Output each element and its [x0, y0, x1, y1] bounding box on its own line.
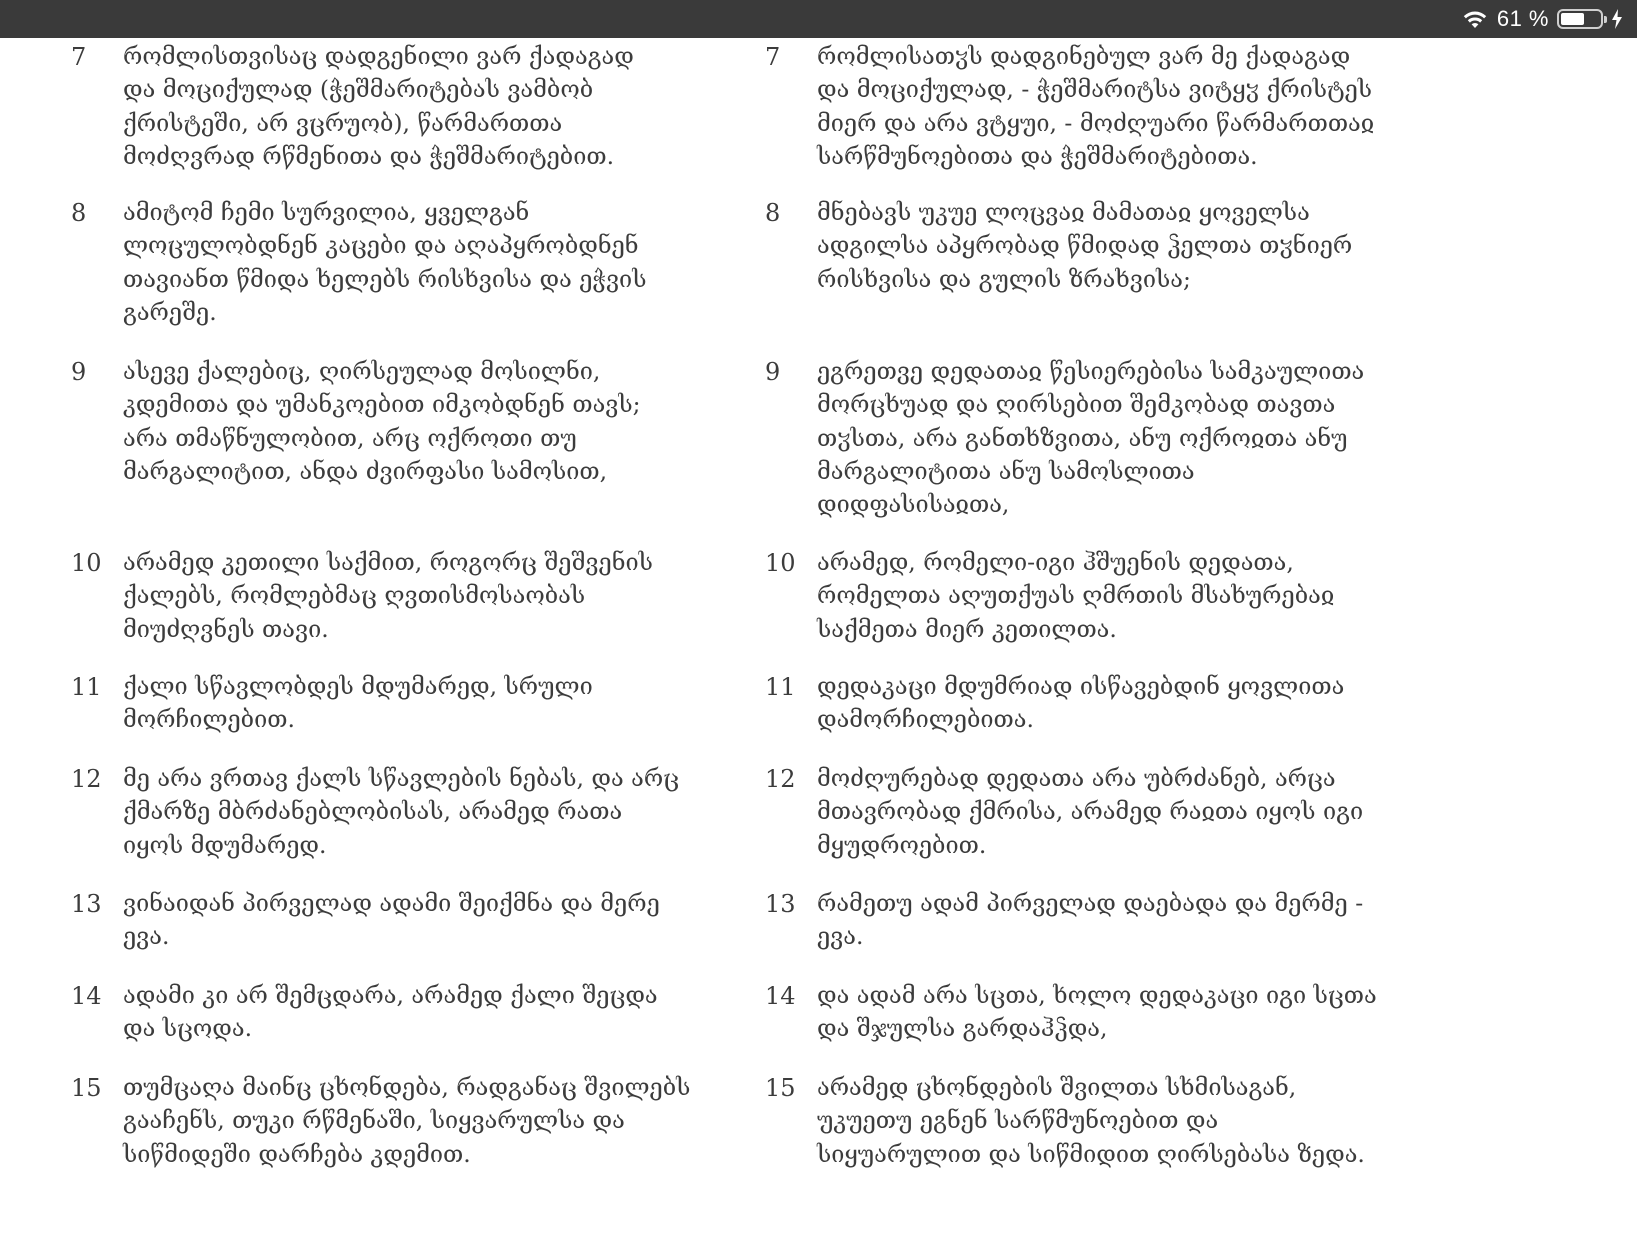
battery-percent: 61 %	[1496, 6, 1549, 31]
left-verse-text: ასევე ქალებიც, ღირსეულად მოსილნი, კდემითა და უმანკოებით იმკობდნენ თავს; არა თმაწნულობით, არც ოქროთი თუ მარგალიტით, ანდა ძვირფასი სამოსით,	[123, 357, 641, 485]
right-verse-text: არამედ, რომელი-იგი ჰშუენის დედათა, რომელთა აღუთქუას ღმრთის მსახურებაჲ საქმეთა მიერ კეთილთა.	[817, 548, 1335, 643]
right-verse-number: 9	[765, 358, 781, 386]
left-verse-text: მე არა ვრთავ ქალს სწავლების ნებას, და არც ქმარზე მბრძანებლობისას, არამედ რათა იყოს მდუმარედ.	[123, 764, 680, 859]
left-verse-text: რომლისთვისაც დადგენილი ვარ ქადაგად და მოციქულად (ჭეშმარიტებას ვამბობ ქრისტეში, არ ვცრუობ), წარმართთა მოძღვრად რწმენითა და ჭეშმარიტებით.	[123, 42, 634, 170]
status-bar	[0, 0, 1637, 38]
right-verse-number: 12	[765, 765, 796, 793]
right-verse-text: დედაკაცი მდუმრიად ისწავებდინ ყოვლითა დამორჩილებითა.	[817, 672, 1345, 734]
charging-icon	[1611, 9, 1623, 29]
wifi-icon	[1461, 8, 1489, 30]
left-verse-text: ვინაიდან პირველად ადამი შეიქმნა და მერე ევა.	[123, 889, 660, 951]
right-verse-number: 7	[765, 43, 781, 71]
right-verse-number: 14	[765, 982, 796, 1010]
status-indicators	[1461, 0, 1623, 38]
battery-icon	[1557, 9, 1603, 29]
right-verse-number: 13	[765, 890, 796, 918]
right-verse-text: მნებავს უკუე ლოცვაჲ მამათაჲ ყოველსა ადგილსა აპყრობად წმიდად ჴელთა თჳნიერ რისხვისა და გულის ზრახვისა;	[817, 198, 1353, 293]
left-verse-number: 8	[71, 199, 87, 227]
right-verse-text: და ადამ არა სცთა, ხოლო დედაკაცი იგი სცთა და შჯულსა გარდაჰჴდა,	[817, 981, 1377, 1043]
left-verse-number: 14	[71, 982, 102, 1010]
left-verse-number: 13	[71, 890, 102, 918]
right-verse-number: 8	[765, 199, 781, 227]
right-verse-text: რომლისათჳს დადგინებულ ვარ მე ქადაგად და მოციქულად, - ჭეშმარიტსა ვიტყჳ ქრისტეს მიერ და არა ვტყუი, - მოძღუარი წარმართთაჲ სარწმუნოებითა და ჭეშმარიტებითა.	[817, 42, 1375, 170]
right-verse-number: 15	[765, 1074, 796, 1102]
left-verse-number: 9	[71, 358, 87, 386]
left-verse-text: არამედ კეთილი საქმით, როგორც შეშვენის ქალებს, რომლებმაც ღვთისმოსაობას მიუძღვნეს თავი.	[123, 548, 653, 643]
right-verse-text: მოძღურებად დედათა არა უბრძანებ, არცა მთავრობად ქმრისა, არამედ რაჲთა იყოს იგი მყუდროებით.	[817, 764, 1364, 859]
left-verse-number: 10	[71, 549, 102, 577]
right-verse-text: ეგრეთვე დედათაჲ წესიერებისა სამკაულითა მორცხუად და ღირსებით შემკობად თავთა თჳსთა, არა განთხზვითა, ანუ ოქროჲთა ანუ მარგალიტითა ანუ სამოსლითა დიდფასისაჲთა,	[817, 357, 1365, 519]
bible-parallel-text	[0, 38, 1637, 1233]
left-verse-number: 12	[71, 765, 102, 793]
left-verse-text: ადამი კი არ შემცდარა, არამედ ქალი შეცდა და სცოდა.	[123, 981, 658, 1043]
left-verse-text: ქალი სწავლობდეს მდუმარედ, სრული მორჩილებით.	[123, 672, 593, 734]
right-verse-text: რამეთუ ადამ პირველად დაებადა და მერმე - ევა.	[817, 889, 1364, 951]
left-verse-number: 7	[71, 43, 87, 71]
left-verse-text: ამიტომ ჩემი სურვილია, ყველგან ლოცულობდნენ კაცები და აღაპყრობდნენ თავიანთ წმიდა ხელებს რისხვისა და ეჭვის გარეშე.	[123, 198, 647, 326]
right-verse-number: 10	[765, 549, 796, 577]
right-verse-number: 11	[765, 673, 796, 701]
left-verse-number: 15	[71, 1074, 102, 1102]
left-verse-text: თუმცაღა მაინც ცხონდება, რადგანაც შვილებს გააჩენს, თუკი რწმენაში, სიყვარულსა და სიწმიდეში დარჩება კდემით.	[123, 1073, 691, 1168]
battery-cap	[1604, 16, 1607, 23]
right-verse-text: არამედ ცხონდების შვილთა სხმისაგან, უკუეთუ ეგნენ სარწმუნოებით და სიყუარულით და სიწმიდით ღირსებასა ზედა.	[817, 1073, 1365, 1168]
battery-level-fill	[1561, 13, 1584, 25]
left-verse-number: 11	[71, 673, 102, 701]
